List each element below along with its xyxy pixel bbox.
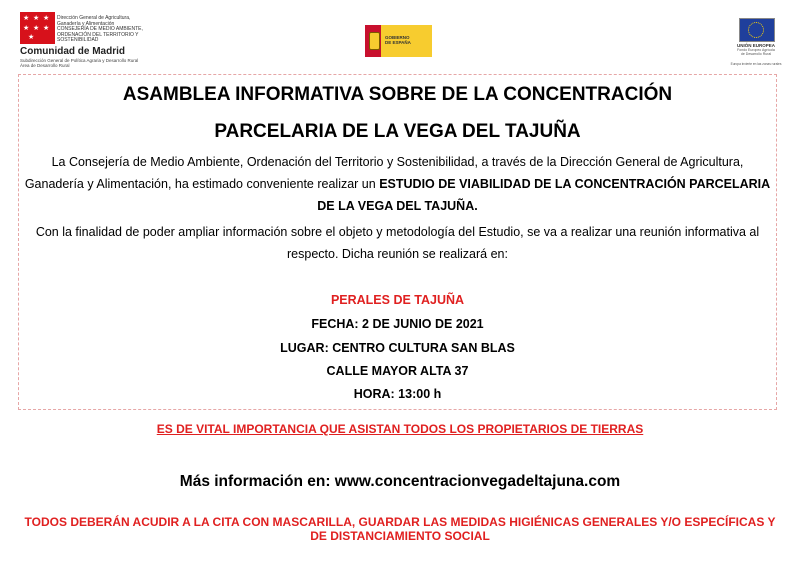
gob-line: GOBIERNO (385, 35, 410, 40)
event-place: LUGAR: CENTRO CULTURA SAN BLAS (280, 341, 515, 355)
header-logos (0, 0, 800, 70)
sub-line: Subdirección General de Política Agraria y Desarrollo Rural (20, 58, 139, 63)
event-date: FECHA: 2 DE JUNIO DE 2021 (311, 317, 484, 331)
study-highlight: ESTUDIO DE VIABILIDAD DE LA CONCENTRACIÓN PARCELARIA DE LA VEGA DEL TAJUÑA. (317, 177, 771, 213)
madrid-subdirection (20, 58, 138, 68)
covid-rules: TODOS DEBERÁN ACUDIR A LA CITA CON MASCARILLA, GUARDAR LAS MEDIDAS HIGIÉNICAS GENERALES Y/O ESPECÍFICAS Y DE DISTANCIAMIENTO SOCIAL (24, 515, 776, 543)
fund-line: de Desarrollo Rural (740, 52, 772, 56)
sub-line: Área de Desarrollo Rural (20, 63, 70, 68)
fund-line: Fondo Europeo Agrícola (737, 48, 775, 52)
dept-line: CONSEJERÍA DE MEDIO AMBIENTE, (57, 26, 143, 33)
spain-crest-icon (369, 32, 380, 50)
eu-flag-icon (739, 18, 775, 42)
madrid-name: Comunidad de Madrid (20, 46, 125, 57)
gobierno-espana-logo (365, 25, 432, 57)
title-line-2: PARCELARIA DE LA VEGA DEL TAJUÑA (214, 121, 581, 142)
gob-line: DE ESPAÑA (385, 40, 411, 45)
gobierno-text (385, 35, 411, 45)
madrid-flag-icon: ★ ★ ★ ★ ★ ★ ★ (20, 12, 55, 44)
title-line-1: ASAMBLEA INFORMATIVA SOBRE DE LA CONCENTRACIÓN (122, 84, 673, 105)
meeting-paragraph: Con la finalidad de poder ampliar información sobre el objeto y metodología del Estudio, se va a realizar una reunión informativa al respecto. Dicha reunión se realizará en: (35, 225, 760, 261)
more-info-link: Más información en: www.concentracionvegadeltajuna.com (179, 473, 621, 490)
event-time: HORA: 13:00 h (353, 387, 442, 401)
intro-text: La Consejería de Medio Ambiente, Ordenación del Territorio y Sostenibilidad, a través de la Dirección General de Agricultura, Ganadería y Alimentación, ha estimado conveniente realizar un (24, 155, 744, 191)
eu-motto: Europa invierte en las zonas rurales (730, 62, 782, 66)
attendance-warning: ES DE VITAL IMPORTANCIA QUE ASISTAN TODOS LOS PROPIETARIOS DE TIERRAS (156, 422, 644, 436)
dept-line: Ganadería y Alimentación (57, 20, 115, 27)
dept-line: Dirección General de Agricultura, (57, 15, 131, 21)
event-street: CALLE MAYOR ALTA 37 (326, 364, 469, 378)
event-town: PERALES DE TAJUÑA (330, 293, 465, 307)
eu-stars-ring (748, 22, 764, 38)
union-europea-logo (732, 18, 782, 68)
dept-line: SOSTENIBILIDAD (57, 37, 99, 44)
eu-fund (732, 48, 780, 56)
madrid-department-text (57, 16, 177, 44)
dept-line: ORDENACIÓN DEL TERRITORIO Y (57, 31, 139, 38)
comunidad-madrid-logo (20, 12, 215, 68)
eu-name: UNIÓN EUROPEA (736, 43, 775, 48)
intro-paragraph (22, 151, 773, 217)
